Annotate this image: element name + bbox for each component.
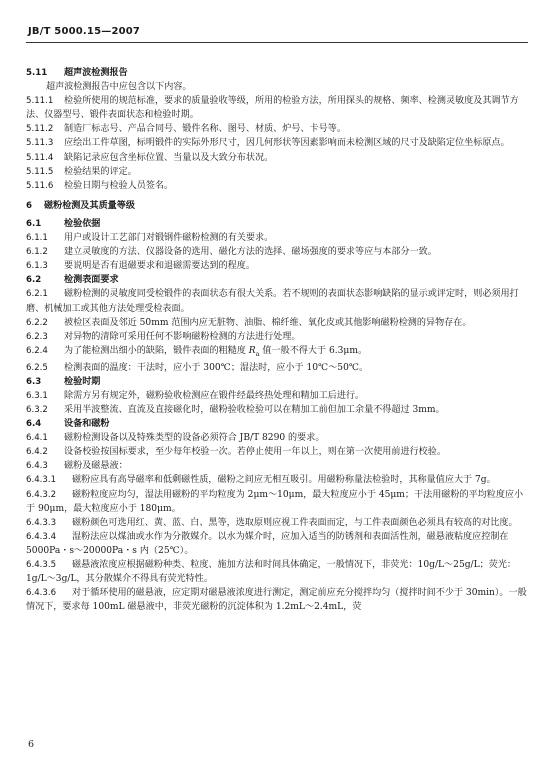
clause-text: 湿粉法应以煤油或水作为分散媒介。以水为媒介时，应加入适当的防锈剂和表面活性剂，磁悬液粘度应控制在 5000Pa・s～20000Pa・s 内（25℃）。 xyxy=(26,531,509,556)
section-heading-6-2 xyxy=(26,273,530,287)
clause-6-4-3-2 xyxy=(26,488,530,516)
clause-text: 除需方另有规定外，磁粉验收检测应在锻件经最终热处理和精加工后进行。 xyxy=(64,390,365,401)
section-number: 5.11 xyxy=(26,68,48,78)
clause-text: 磁粉检测的灵敏度同受检锻件的表面状态有很大关系。若不规则的表面状态影响缺陷的显示或评定时，则必须用打磨、机械加工或其他方法处理受检表面。 xyxy=(26,289,519,314)
section-number: 6.3 xyxy=(26,376,42,387)
clause-6-1-1 xyxy=(26,231,530,245)
paragraph-5-11-intro: 超声波检测报告中应包含以下内容。 xyxy=(46,82,192,93)
clause-6-4-3-4 xyxy=(26,530,530,558)
clause-6-4-1 xyxy=(26,431,530,445)
clause-number: 6.4.3.6 xyxy=(26,588,57,599)
clause-text: 要说明是否有退磁要求和退磁需要达到的程度。 xyxy=(64,261,255,272)
clause-6-3-2 xyxy=(26,403,530,417)
clause-text-a: 为了能检测出细小的缺陷，锻件表面的粗糙度 xyxy=(64,345,249,356)
clause-text: 磁悬液浓度应根据磁粉种类、粒度、施加方法和时间具体确定，一般情况下，非荧光：10g/L～25g/L；荧光：1g/L～3g/L，其分散媒介不得具有荧光特性。 xyxy=(26,560,517,585)
clause-6-2-5 xyxy=(26,361,530,375)
clause-6-4-3-1 xyxy=(26,473,530,487)
section-number: 6.1 xyxy=(26,218,42,229)
clause-number: 6.4.3.5 xyxy=(26,560,57,570)
clause-number: 6.2.4 xyxy=(26,345,48,356)
clause-5-11-6 xyxy=(26,179,530,193)
clause-number: 6.2.5 xyxy=(26,362,48,373)
section-heading-6-3 xyxy=(26,375,530,389)
clause-text: 磁粉颜色可选用红、黄、蓝、白、黑等，选取原则应视工件表面而定，与工件表面颜色必须具有较高的对比度。 xyxy=(72,517,518,528)
chapter-heading-6 xyxy=(26,199,530,213)
clause-number: 6.4.3.4 xyxy=(26,531,57,542)
document-code: JB/T 5000.15—2007 xyxy=(28,26,141,37)
clause-number: 5.11.4 xyxy=(26,152,54,163)
clause-text: 制造厂标志号、产品合同号、锻件名称、图号、材质、炉号、卡号等。 xyxy=(64,124,346,135)
clause-6-4-3-5 xyxy=(26,558,530,586)
chapter-number: 6 xyxy=(26,200,32,211)
clause-number: 6.4.2 xyxy=(26,447,48,458)
clause-text: 设备校验按国标要求，至少每年校验一次。若停止使用一年以上，则在第一次使用前进行校验。 xyxy=(64,447,446,458)
clause-number: 5.11.1 xyxy=(26,96,54,107)
clause-text: 应绘出工件草图，标明锻件的实际外形尺寸，因几何形状等因素影响而未检测区域的尺寸及缺陷定位坐标原点。 xyxy=(64,138,510,149)
clause-text: 缺陷记录应包含坐标位置、当量以及大致分布状况。 xyxy=(64,152,274,163)
clause-text: 对于循环使用的磁悬液，应定期对磁悬液浓度进行测定，测定前应充分搅拌均匀（搅拌时间不少于 30min）。一般情况下，要求每 100mL 磁悬液中，非荧光磁粉的沉淀体积为 1.2mL～2.4mL，荧 xyxy=(26,588,527,613)
clause-number: 6.2.1 xyxy=(26,289,48,300)
section-title: 设备和磁粉 xyxy=(64,419,110,430)
clause-5-11-2 xyxy=(26,122,530,136)
section-title: 检验依据 xyxy=(64,218,101,229)
page-number: 6 xyxy=(28,739,35,750)
roughness-symbol: R xyxy=(248,345,256,356)
clause-text: 磁粉应具有高导磁率和低剩磁性质，磁粉之间应无相互吸引。用磁粉称量法检验时，其称量值应大于 7g。 xyxy=(72,475,496,486)
clause-number: 6.2.3 xyxy=(26,331,48,342)
section-heading-6-1 xyxy=(26,217,530,231)
clause-number: 6.3.2 xyxy=(26,404,48,415)
document-body xyxy=(26,66,530,614)
section-title: 检验时期 xyxy=(64,376,101,387)
clause-number: 5.11.2 xyxy=(26,124,54,135)
clause-6-4-3-3 xyxy=(26,516,530,530)
clause-text: 检验日期与检验人员签名。 xyxy=(64,180,174,191)
clause-6-2-1 xyxy=(26,287,530,315)
clause-number: 6.4.3.3 xyxy=(26,517,57,528)
clause-5-11-1 xyxy=(26,94,530,122)
section-number: 6.4 xyxy=(26,419,42,430)
clause-6-3-1 xyxy=(26,389,530,403)
clause-number: 6.4.3.1 xyxy=(26,475,57,486)
clause-text-b: 值一般不得大于 6.3μm。 xyxy=(259,345,368,356)
clause-text: 用户或设计工艺部门对锻钢件磁粉检测的有关要求。 xyxy=(64,233,274,244)
clause-text: 磁粉及磁悬液： xyxy=(64,461,128,472)
clause-text: 采用半波整流、直流及直接磁化时，磁粉验收检验可以在精加工前但加工余量不得超过 3mm。 xyxy=(64,404,445,415)
clause-6-1-2 xyxy=(26,245,530,259)
clause-text: 建立灵敏度的方法、仪器设备的选用、磁化方法的选择、磁场强度的要求等应与本部分一致。 xyxy=(64,247,437,258)
section-heading-6-4 xyxy=(26,417,530,431)
clause-number: 6.2.2 xyxy=(26,317,48,328)
clause-5-11-4 xyxy=(26,151,530,165)
section-heading-5-11 xyxy=(26,66,530,80)
clause-text: 检验所使用的规范标准，要求的质量验收等级，所用的检验方法，所用探头的规格、频率、检测灵敏度及其调节方法、仪器型号、锻件表面状态和检验时期。 xyxy=(26,96,519,121)
clause-number: 5.11.6 xyxy=(26,180,54,191)
clause-number: 6.1.3 xyxy=(26,261,48,272)
clause-6-1-3 xyxy=(26,259,530,273)
clause-5-11-3 xyxy=(26,136,530,150)
clause-number: 6.4.3 xyxy=(26,461,48,472)
clause-number: 6.1.2 xyxy=(26,247,48,258)
clause-6-2-3 xyxy=(26,330,530,344)
clause-number: 6.4.1 xyxy=(26,433,48,444)
clause-6-4-3 xyxy=(26,459,530,473)
clause-number: 5.11.5 xyxy=(26,166,54,177)
clause-number: 5.11.3 xyxy=(26,138,54,149)
section-number: 6.2 xyxy=(26,275,42,286)
section-title: 超声波检测报告 xyxy=(64,68,128,78)
clause-5-11-5 xyxy=(26,165,530,179)
clause-number: 6.3.1 xyxy=(26,390,48,401)
clause-number: 6.4.3.2 xyxy=(26,489,57,500)
header-divider xyxy=(26,42,528,43)
roughness-subscript: a xyxy=(255,349,260,358)
section-title: 检测表面要求 xyxy=(64,275,119,286)
clause-6-2-4 xyxy=(26,344,530,361)
clause-text: 对异物的清除可采用任何不影响磁粉检测的方法进行处理。 xyxy=(64,331,301,342)
clause-6-4-3-6 xyxy=(26,586,530,614)
clause-6-2-2 xyxy=(26,316,530,330)
clause-text: 检测表面的温度：干法时，应小于 300℃；湿法时，应小于 10℃～50℃。 xyxy=(64,362,369,373)
clause-number: 6.1.1 xyxy=(26,233,48,244)
clause-text: 磁粉粒度应均匀，湿法用磁粉的平均粒度为 2μm～10μm，最大粒度应小于 45μm；干法用磁粉的平均粒度应小于 90μm，最大粒度应小于 180μm。 xyxy=(26,489,524,514)
clause-6-4-2 xyxy=(26,445,530,459)
chapter-title: 磁粉检测及其质量等级 xyxy=(44,200,135,211)
clause-text: 被检区表面及邻近 50mm 范围内应无脏物、油脂、棉纤维、氧化皮或其他影响磁粉检测的异物存在。 xyxy=(64,317,472,328)
clause-text: 磁粉检测设备以及特殊类型的设备必须符合 JB/T 8290 的要求。 xyxy=(64,433,325,444)
clause-text: 检验结果的评定。 xyxy=(64,166,137,177)
